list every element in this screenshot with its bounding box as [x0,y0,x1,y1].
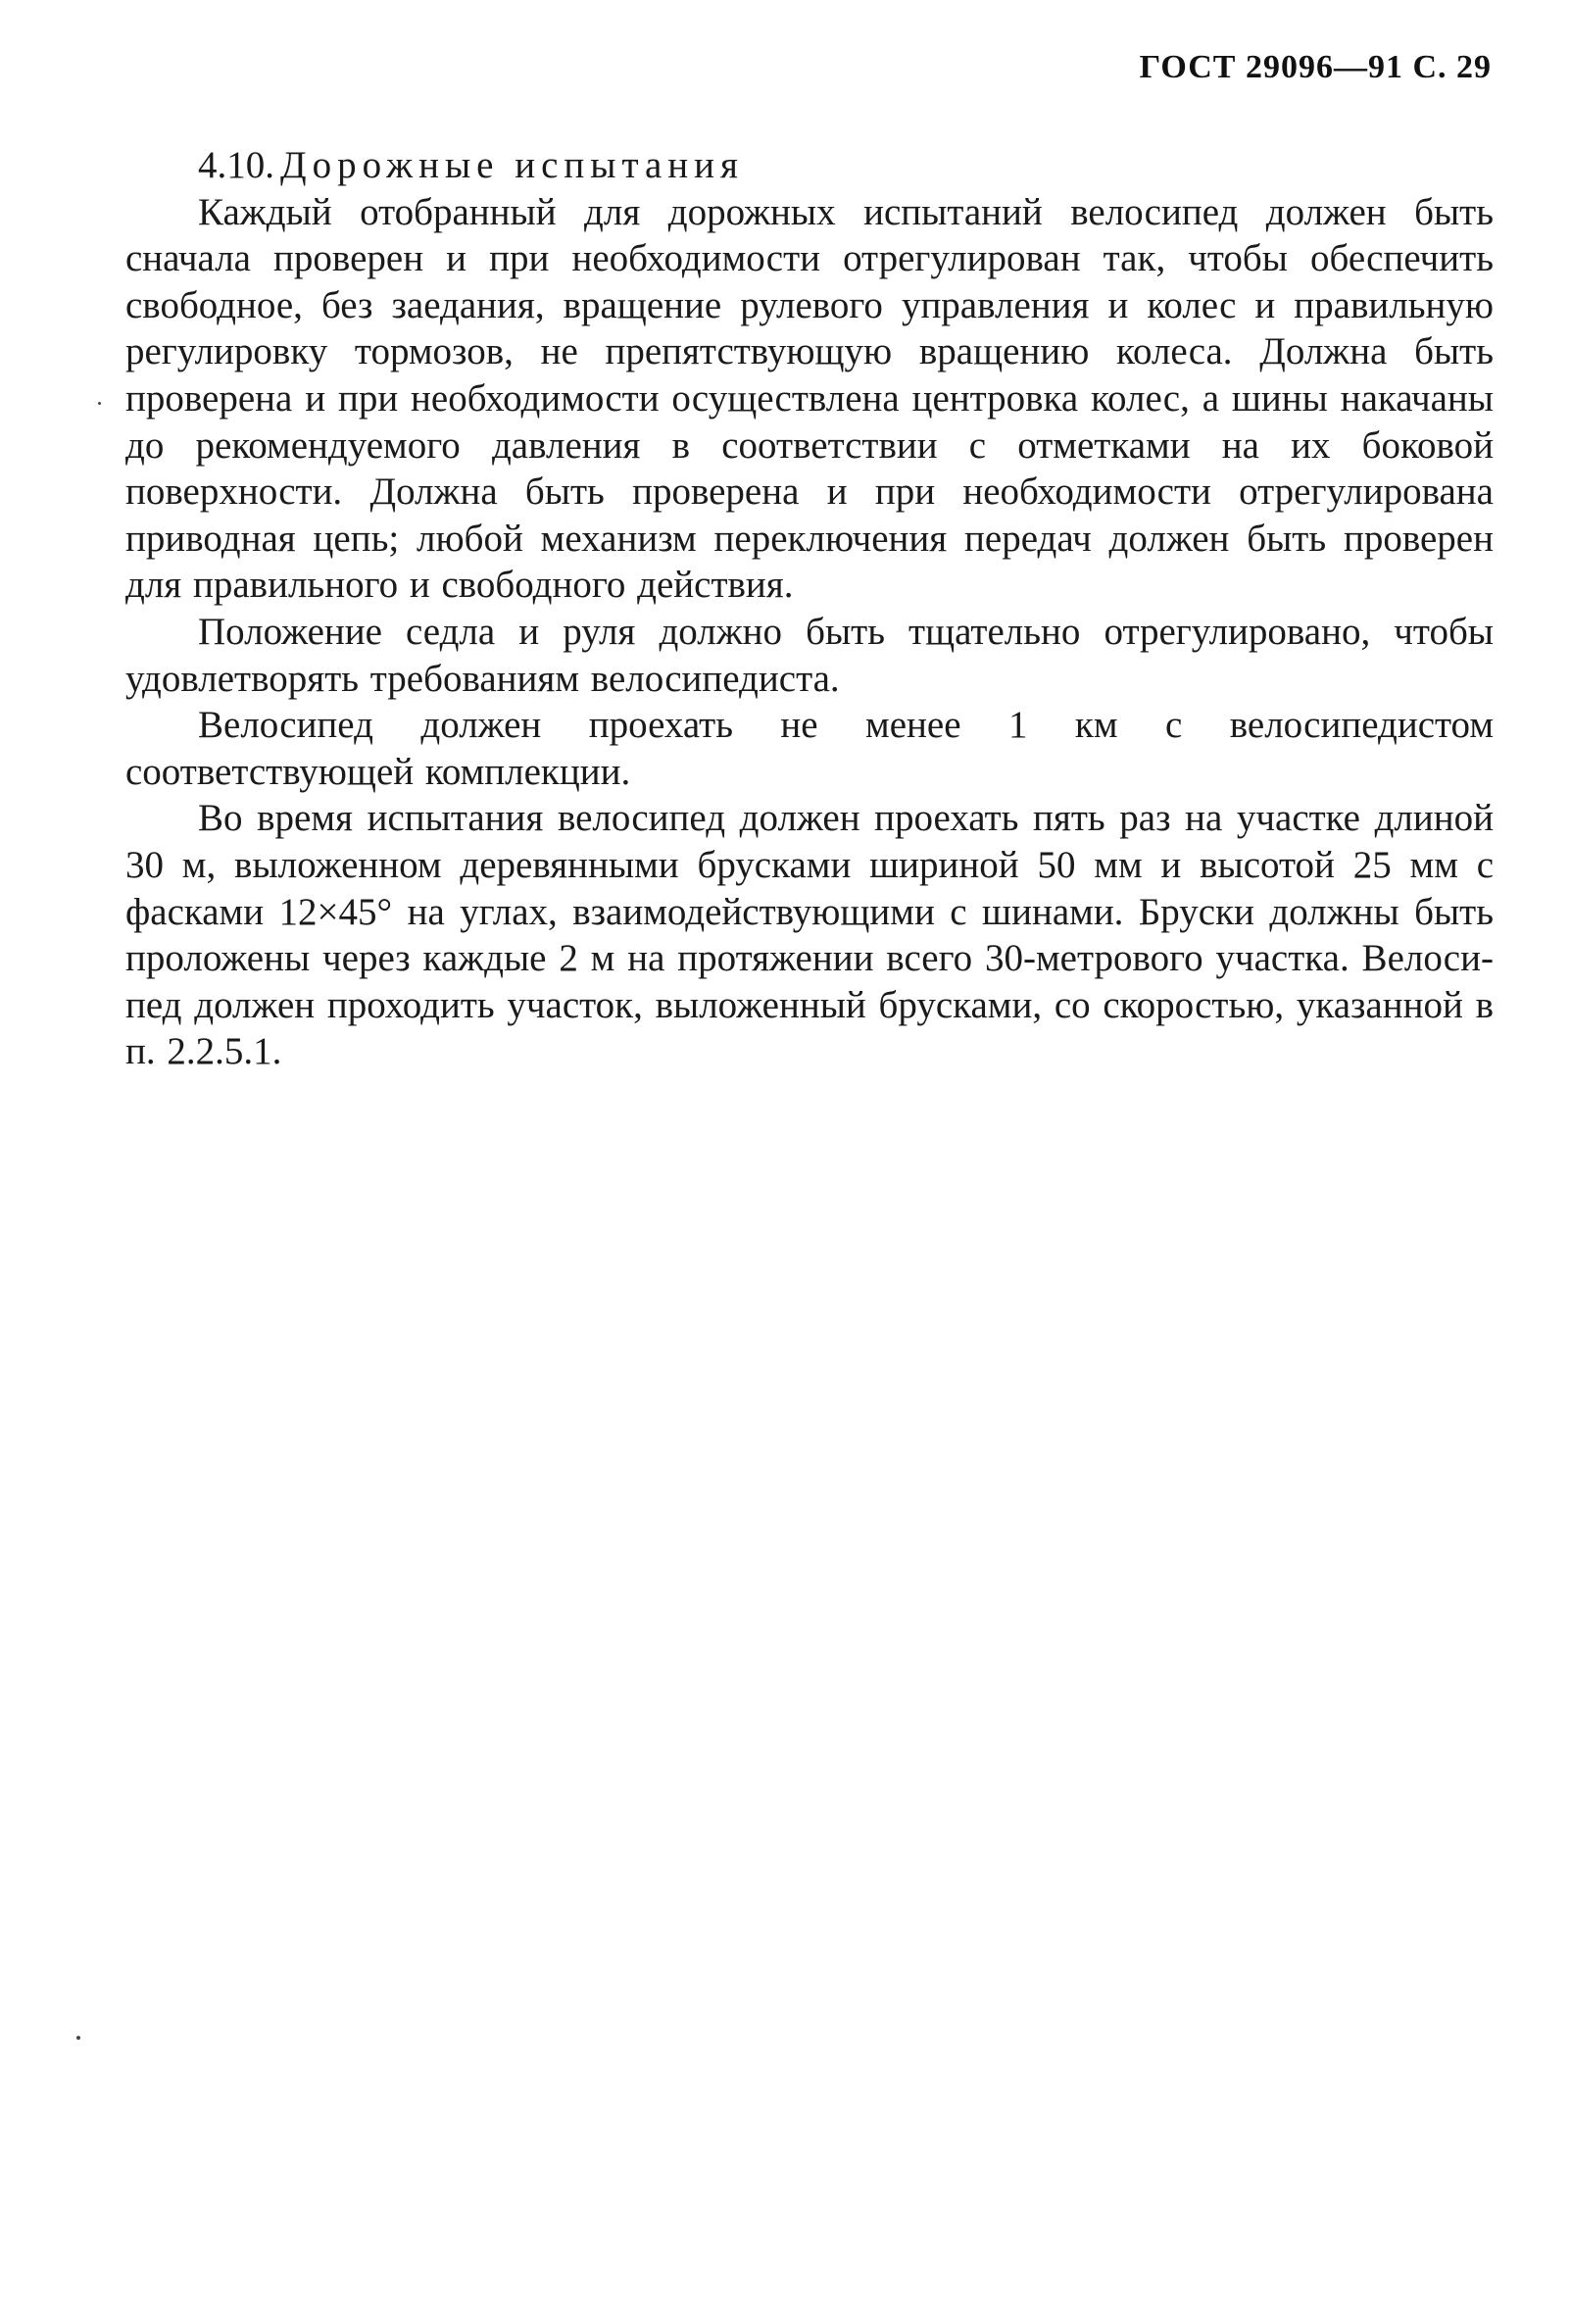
paragraph: Положение седла и руля должно быть тщательно отрегулировано, чтобы удовлетворять требованиям велосипедиста. [125,610,1494,700]
section-heading [198,142,1494,189]
scan-speck [76,2036,80,2040]
running-header: ГОСТ 29096—91 С. 29 [1139,49,1492,85]
paragraph: Велосипед должен проехать не менее 1 км с велосипедистом соответствующей комплекции. [125,704,1494,793]
paragraph: Во время испытания велосипед должен проехать пять раз на участке длиной 30 м, выложенном деревянными брусками шириной 50 мм и высотой 25 мм с фасками 12×45° на углах, взаимодействующими с шинами. Бруски должны быть проложены через каждые 2 м на протяжении всего 30-метрового участка. Велосипед должен проходить участок, выложенный брусками, со скоростью, указанной в п. 2.2.5.1. [125,797,1494,1073]
document-body [125,142,1494,1075]
paragraph: Каждый отобранный для дорожных испытаний велосипед должен быть сначала проверен и при необходимости отрегулирован так, чтобы обеспечить свободное, без заедания, вращение рулевого управления и колес и правильную регулировку тормозов, не препятствующую вращению колеса. Должна быть проверена и при необходимости осуществлена центровка колес, а шины накачаны до рекомендуемого давления в соответствии с отметками на их боковой поверхности. Должна быть проверена и при необходимости отрегулирована приводная цепь; любой механизм переключения передач должен быть проверен для правильного и свободного действия. [125,190,1494,607]
section-number: 4.10. [198,144,274,186]
scan-speck [98,402,101,405]
section-title: Дорожные испытания [280,144,744,186]
